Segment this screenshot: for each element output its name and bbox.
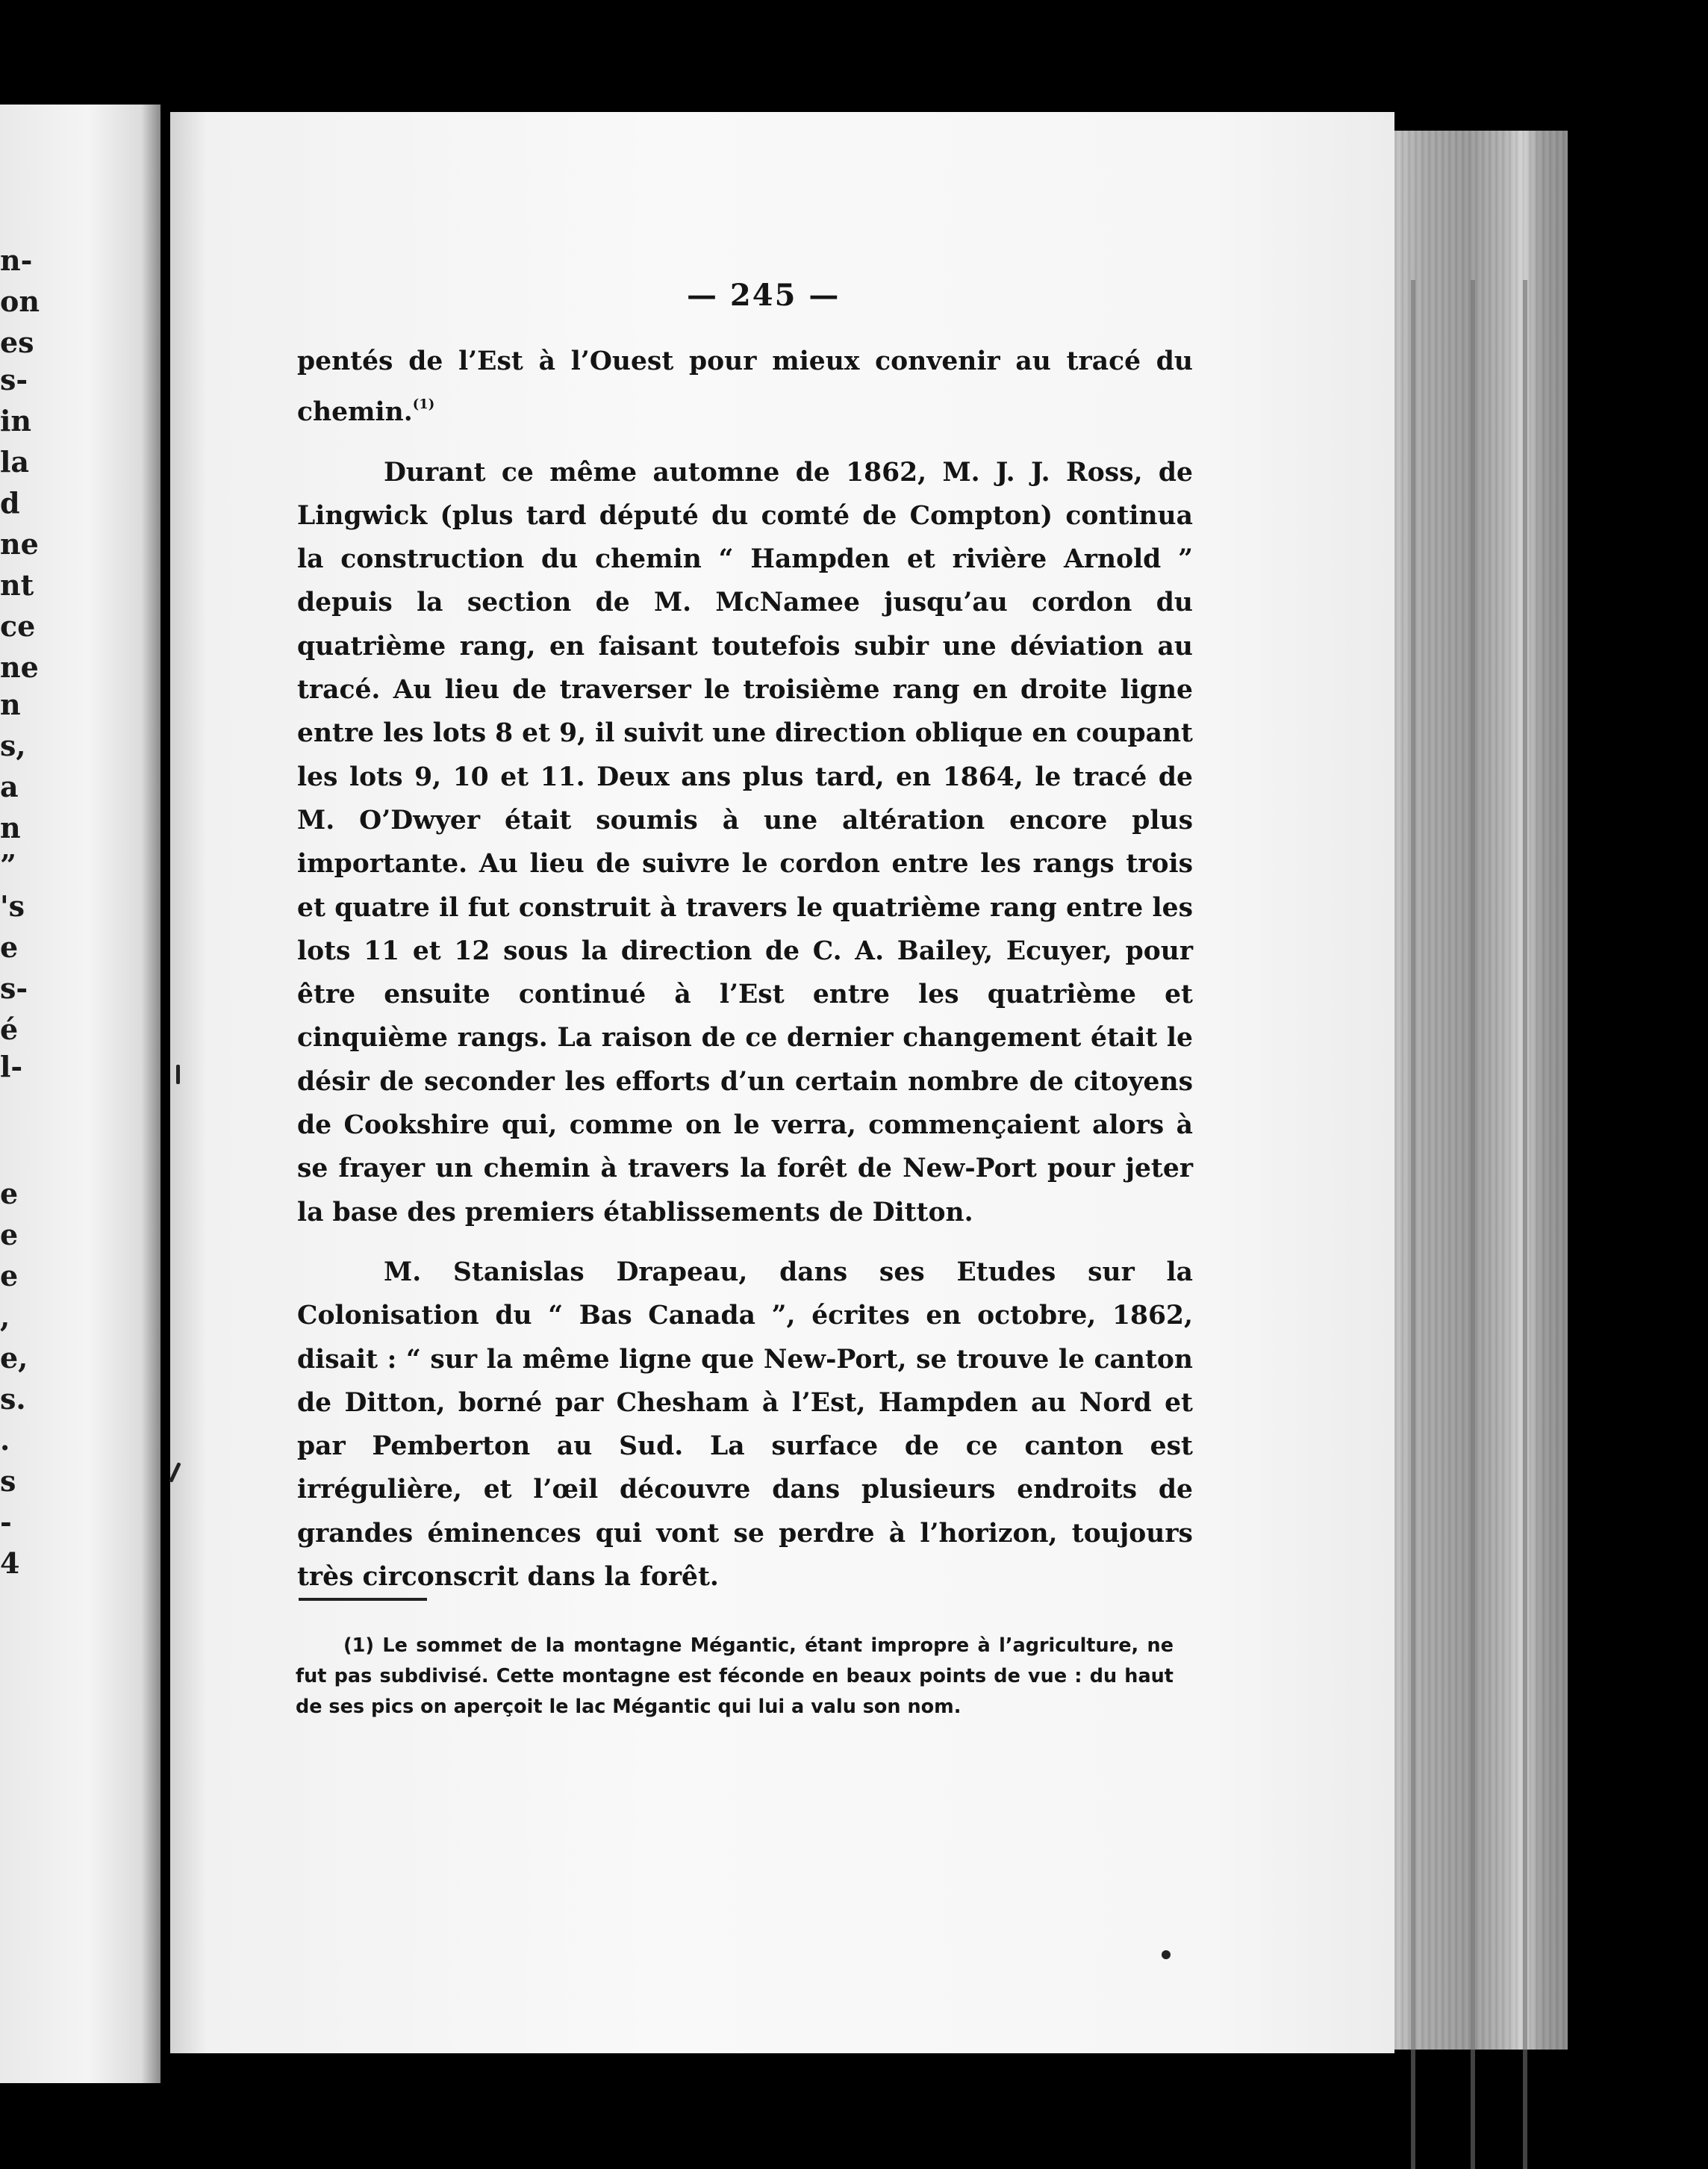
- paragraph-3: M. Stanislas Drapeau, dans ses Etudes sur la Colonisation du “ Bas Canada ”, écrites en octobre, 1862, disait : “ sur la même ligne que New-Port, se trouve le canton de Ditton, borné par Chesham à l’Est, Hampden au Nord et par Pemberton au Sud. La surface de ce canton est irrégulière, et l’œil découvre dans plusieurs endroits de grandes éminences qui vont se perdre à l’horizon, toujours très circonscrit dans la forêt.: [297, 1257, 1193, 1593]
- footnote-separator: [299, 1598, 427, 1601]
- left-page-fragment: s.: [0, 1382, 26, 1416]
- paragraph-2: Durant ce même automne de 1862, M. J. J. Ross, de Lingwick (plus tard député du comté de Compton) continua la construction du chemin “ Hampden et rivière Arnold ” depuis la section de M. McNamee jusqu’au cordon du quatrième rang, en faisant toutefois subir une déviation au tracé. Au lieu de traverser le troisième rang en droite ligne entre les lots 8 et 9, il suivit une direction oblique en coupant les lots 9, 10 et 11. Deux ans plus tard, en 1864, le tracé de M. O’Dwyer était soumis à une altération encore plus importante. Au lieu de suivre le cordon entre les rangs trois et quatre il fut construit à travers le quatrième rang entre les lots 11 et 12 sous la direction de C. A. Bailey, Ecuyer, pour être ensuite continué à l’Est entre les quatrième et cinquième rangs. La raison de ce dernier changement était le désir de seconder les efforts d’un certain nombre de citoyens de Cookshire qui, comme on le verra, commençaient alors à se frayer un chemin à travers la forêt de New-Port pour jeter la base des premiers établissements de Ditton.: [297, 457, 1193, 1227]
- left-page-fragment: n: [0, 811, 21, 844]
- left-page-fragment: on: [0, 284, 40, 318]
- left-page-fragment: ce: [0, 609, 36, 643]
- left-page-fragment: 4: [0, 1546, 20, 1580]
- previous-page-edge: [0, 105, 160, 2083]
- paragraph-1-text: pentés de l’Est à l’Ouest pour mieux convenir au tracé du chemin.: [297, 346, 1193, 428]
- left-page-fragment: e,: [0, 1341, 28, 1375]
- footnote: [296, 1631, 1174, 1723]
- left-page-fragment: ne: [0, 527, 39, 561]
- footnote-mark: (1): [343, 1634, 375, 1657]
- left-page-fragment: l-: [0, 1050, 23, 1083]
- left-page-fragment: e: [0, 1177, 19, 1210]
- left-page-fragment: a: [0, 770, 19, 803]
- edge-line: [1523, 280, 1527, 2169]
- left-page-fragment: e: [0, 930, 19, 964]
- left-page-fragment: .: [0, 1423, 10, 1457]
- left-page-fragment: n-: [0, 243, 33, 277]
- left-page-fragment: é: [0, 1012, 19, 1046]
- left-page-fragment: d: [0, 486, 20, 520]
- left-page-fragment: s-: [0, 363, 28, 396]
- ink-mark: [176, 1065, 180, 1084]
- left-page-fragment: -: [0, 1505, 12, 1539]
- left-page-fragment: la: [0, 445, 30, 479]
- paragraph-1: [297, 340, 1193, 435]
- edge-line: [1411, 280, 1415, 2169]
- left-page-fragment: n: [0, 688, 21, 721]
- left-page-fragment: in: [0, 404, 32, 438]
- ink-speck: [1162, 1950, 1171, 1959]
- footnote-text: Le sommet de la montagne Mégantic, étant impropre à l’agriculture, ne fut pas subdivisé. Cette montagne est féconde en beaux points de vue : du haut de ses pics on aperçoit le lac Mégantic qui lui a valu son nom.: [296, 1634, 1174, 1718]
- book-page-edges: [1388, 131, 1568, 2050]
- left-page-fragment: e: [0, 1218, 19, 1251]
- left-page-fragment: s,: [0, 729, 26, 762]
- left-page-fragment: es: [0, 326, 34, 359]
- left-page-fragment: nt: [0, 568, 34, 602]
- left-page-fragment: e: [0, 1259, 19, 1292]
- left-page-fragment: s: [0, 1464, 16, 1498]
- footnote-reference: (1): [412, 396, 435, 413]
- left-page-fragment: ,: [0, 1300, 10, 1334]
- left-page-fragment: 's: [0, 889, 25, 923]
- left-page-fragment: ne: [0, 650, 39, 684]
- left-page-fragment: ”: [0, 848, 16, 882]
- body-text: [297, 340, 1193, 1599]
- page-number: — 245 —: [687, 278, 841, 313]
- edge-line: [1471, 280, 1475, 2169]
- left-page-fragment: s-: [0, 971, 28, 1005]
